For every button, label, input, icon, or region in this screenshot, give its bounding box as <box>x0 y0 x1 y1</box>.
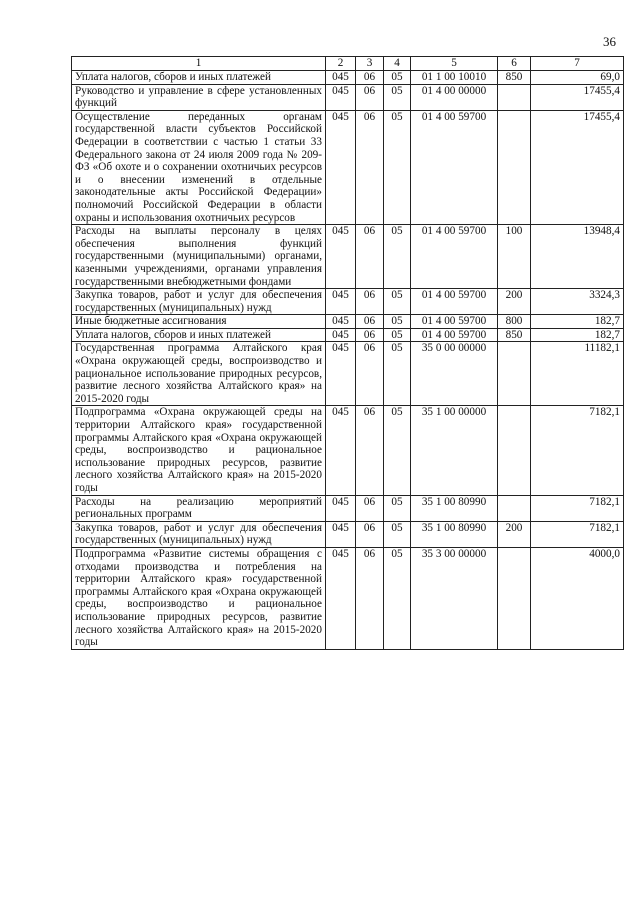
header-col-7: 7 <box>531 57 624 71</box>
row-subsection: 05 <box>384 406 411 495</box>
row-subsection: 05 <box>384 342 411 406</box>
table-row <box>72 110 624 224</box>
row-amount: 182,7 <box>531 328 624 342</box>
row-code: 045 <box>326 521 356 547</box>
row-section: 06 <box>356 289 384 315</box>
row-name: Уплата налогов, сборов и иных платежей <box>72 71 326 85</box>
row-code: 045 <box>326 225 356 289</box>
row-target-article: 35 1 00 80990 <box>411 521 498 547</box>
row-expense-type <box>498 547 531 649</box>
row-amount: 7182,1 <box>531 406 624 495</box>
row-subsection: 05 <box>384 315 411 329</box>
row-target-article: 01 1 00 10010 <box>411 71 498 85</box>
row-amount: 4000,0 <box>531 547 624 649</box>
row-expense-type: 850 <box>498 71 531 85</box>
row-section: 06 <box>356 84 384 110</box>
row-target-article: 35 1 00 00000 <box>411 406 498 495</box>
table-row <box>72 342 624 406</box>
row-subsection: 05 <box>384 225 411 289</box>
row-section: 06 <box>356 328 384 342</box>
row-expense-type: 200 <box>498 521 531 547</box>
row-expense-type <box>498 342 531 406</box>
row-code: 045 <box>326 315 356 329</box>
row-target-article: 35 1 00 80990 <box>411 495 498 521</box>
row-name: Закупка товаров, работ и услуг для обеспечения государственных (муниципальных) нужд <box>72 521 326 547</box>
row-code: 045 <box>326 328 356 342</box>
budget-table <box>71 56 624 650</box>
row-name: Руководство и управление в сфере установленных функций <box>72 84 326 110</box>
row-subsection: 05 <box>384 521 411 547</box>
table-row <box>72 315 624 329</box>
row-amount: 17455,4 <box>531 110 624 224</box>
row-target-article: 01 4 00 59700 <box>411 315 498 329</box>
row-name: Уплата налогов, сборов и иных платежей <box>72 328 326 342</box>
page-number: 36 <box>603 34 616 49</box>
row-code: 045 <box>326 547 356 649</box>
row-amount: 69,0 <box>531 71 624 85</box>
row-name: Расходы на реализацию мероприятий региональных программ <box>72 495 326 521</box>
row-amount: 182,7 <box>531 315 624 329</box>
row-section: 06 <box>356 110 384 224</box>
row-subsection: 05 <box>384 84 411 110</box>
row-name: Осуществление переданных органам государственной власти субъектов Российской Федерации в соответствии с частью 1 статьи 33 Федерального закона от 24 июля 2009 года № 209-ФЗ «Об охоте и о сохранении охотничьих ресурсов и о внесении изменений в отдельные законодательные акты Российской Федерации» полномочий Российской Федерации в области охраны и использования охотничьих ресурсов <box>72 110 326 224</box>
row-name: Подпрограмма «Развитие системы обращения с отходами производства и потребления на территории Алтайского края» государственной программы Алтайского края «Охрана окружающей среды, воспроизводство и рациональное использование природных ресурсов, развитие лесного хозяйства Алтайского края» на 2015-2020 годы <box>72 547 326 649</box>
row-subsection: 05 <box>384 495 411 521</box>
row-code: 045 <box>326 406 356 495</box>
table-row <box>72 328 624 342</box>
header-col-4: 4 <box>384 57 411 71</box>
row-target-article: 35 0 00 00000 <box>411 342 498 406</box>
row-target-article: 01 4 00 59700 <box>411 225 498 289</box>
row-amount: 11182,1 <box>531 342 624 406</box>
row-target-article: 01 4 00 59700 <box>411 328 498 342</box>
row-expense-type: 100 <box>498 225 531 289</box>
row-expense-type <box>498 84 531 110</box>
row-expense-type <box>498 406 531 495</box>
table-row <box>72 71 624 85</box>
row-expense-type <box>498 495 531 521</box>
row-target-article: 01 4 00 59700 <box>411 110 498 224</box>
table-row <box>72 547 624 649</box>
row-amount: 17455,4 <box>531 84 624 110</box>
row-code: 045 <box>326 495 356 521</box>
row-code: 045 <box>326 71 356 85</box>
row-amount: 3324,3 <box>531 289 624 315</box>
row-section: 06 <box>356 342 384 406</box>
header-col-2: 2 <box>326 57 356 71</box>
row-expense-type: 850 <box>498 328 531 342</box>
row-code: 045 <box>326 84 356 110</box>
table-row <box>72 521 624 547</box>
header-col-1: 1 <box>72 57 326 71</box>
row-name: Иные бюджетные ассигнования <box>72 315 326 329</box>
row-expense-type: 200 <box>498 289 531 315</box>
row-name: Государственная программа Алтайского края «Охрана окружающей среды, воспроизводство и рациональное использование природных ресурсов, развитие лесного хозяйства Алтайского края» на 2015-2020 годы <box>72 342 326 406</box>
row-subsection: 05 <box>384 71 411 85</box>
row-subsection: 05 <box>384 547 411 649</box>
table-row <box>72 225 624 289</box>
row-section: 06 <box>356 547 384 649</box>
row-amount: 7182,1 <box>531 521 624 547</box>
row-amount: 7182,1 <box>531 495 624 521</box>
row-name: Расходы на выплаты персоналу в целях обеспечения выполнения функций государственными (муниципальными) органами, казенными учреждениями, органами управления государственными внебюджетными фондами <box>72 225 326 289</box>
row-code: 045 <box>326 110 356 224</box>
table-row <box>72 495 624 521</box>
row-code: 045 <box>326 289 356 315</box>
row-target-article: 01 4 00 59700 <box>411 289 498 315</box>
row-section: 06 <box>356 225 384 289</box>
row-section: 06 <box>356 521 384 547</box>
row-target-article: 35 3 00 00000 <box>411 547 498 649</box>
row-expense-type <box>498 110 531 224</box>
row-name: Подпрограмма «Охрана окружающей среды на территории Алтайского края» государственной программы Алтайского края «Охрана окружающей среды, воспроизводство и рациональное использование природных ресурсов, развитие лесного хозяйства Алтайского края» на 2015-2020 годы <box>72 406 326 495</box>
row-section: 06 <box>356 406 384 495</box>
row-section: 06 <box>356 71 384 85</box>
header-col-3: 3 <box>356 57 384 71</box>
row-section: 06 <box>356 315 384 329</box>
row-name: Закупка товаров, работ и услуг для обеспечения государственных (муниципальных) нужд <box>72 289 326 315</box>
row-subsection: 05 <box>384 328 411 342</box>
row-section: 06 <box>356 495 384 521</box>
header-col-6: 6 <box>498 57 531 71</box>
row-amount: 13948,4 <box>531 225 624 289</box>
row-subsection: 05 <box>384 289 411 315</box>
table-row <box>72 84 624 110</box>
row-code: 045 <box>326 342 356 406</box>
row-target-article: 01 4 00 00000 <box>411 84 498 110</box>
table-row <box>72 406 624 495</box>
row-expense-type: 800 <box>498 315 531 329</box>
header-col-5: 5 <box>411 57 498 71</box>
row-subsection: 05 <box>384 110 411 224</box>
table-header-row <box>72 57 624 71</box>
table-row <box>72 289 624 315</box>
